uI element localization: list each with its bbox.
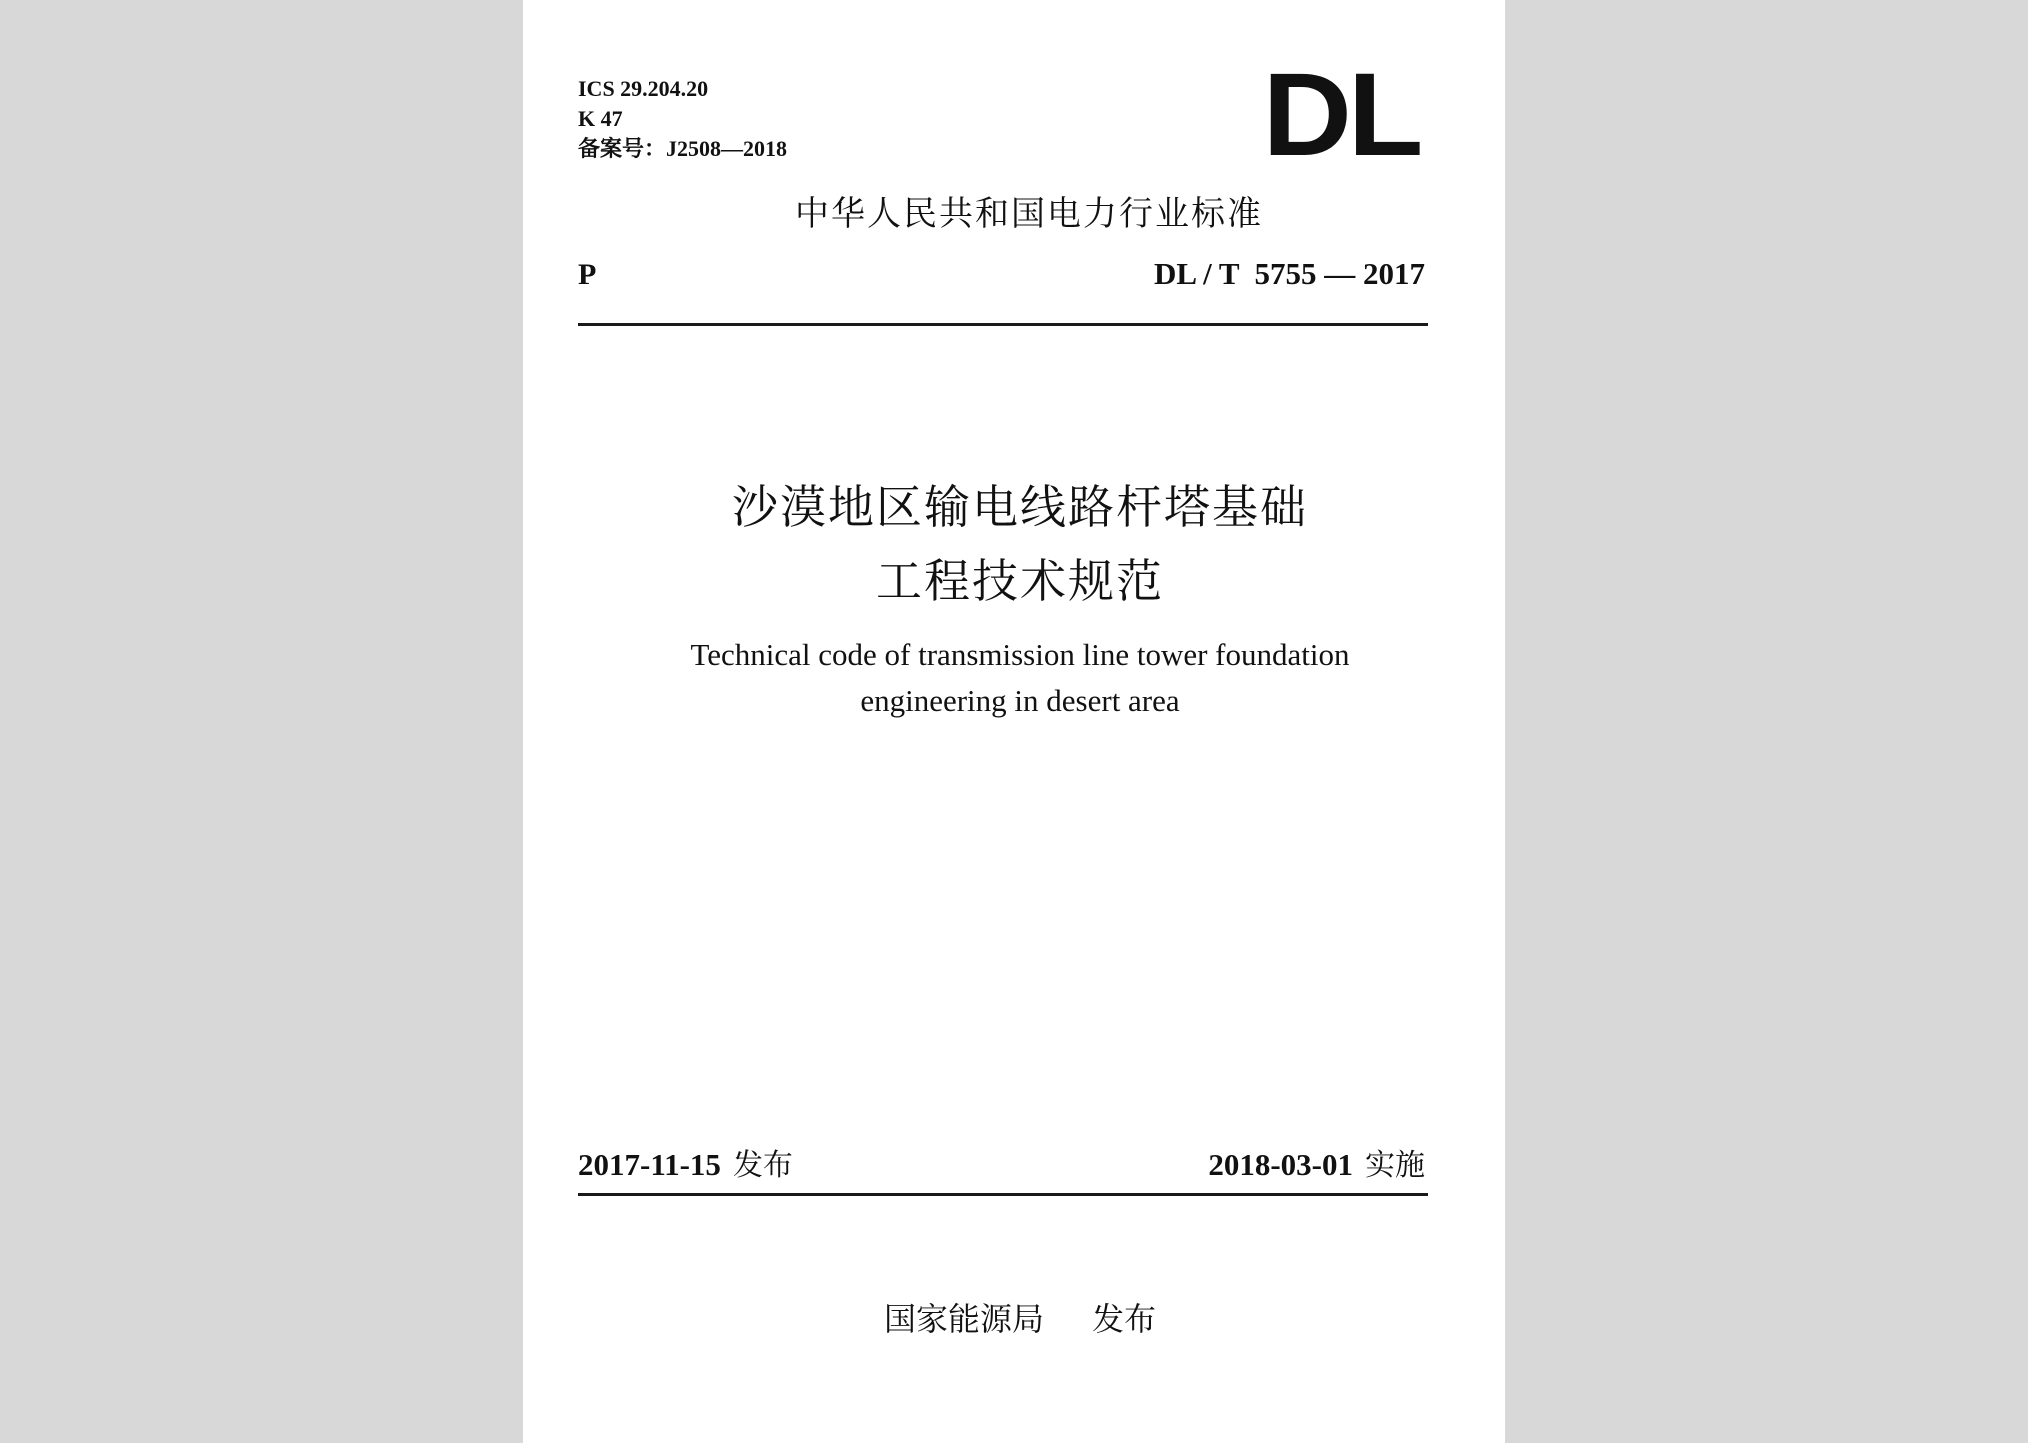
ccs-code: K 47 [578,106,623,131]
effective-date-block [1208,1140,1425,1184]
document-page [523,0,1505,1443]
english-title-line-2: engineering in desert area [860,683,1180,718]
bottom-divider [578,1193,1428,1196]
issue-date-block [578,1140,793,1184]
chinese-title-line-2: 工程技术规范 [876,554,1164,608]
chinese-title [523,470,1505,618]
publisher-line [523,1294,1505,1340]
issue-date: 2017-11-15 [578,1147,721,1182]
standard-number: DL / T 5755 — 2017 [1153,256,1425,291]
english-title-line-1: Technical code of transmission line tower foundation [690,637,1350,672]
english-title [523,632,1505,724]
chinese-title-line-1: 沙漠地区输电线路杆塔基础 [732,480,1308,534]
category-code: P [578,258,597,291]
dl-logo: DL [1262,49,1419,181]
industry-standard-title: 中华人民共和国电力行业标准 [795,194,1263,234]
filing-number: 备案号：J2508—2018 [578,136,788,161]
publisher-action: 发布 [1092,1300,1157,1338]
effective-date: 2018-03-01 [1208,1147,1353,1182]
ics-code: ICS 29.204.20 [578,76,709,101]
classification-block [578,74,787,164]
top-divider [578,323,1428,326]
issue-label: 发布 [732,1148,793,1183]
effective-label: 实施 [1365,1148,1425,1183]
publisher-name: 国家能源局 [883,1300,1044,1338]
